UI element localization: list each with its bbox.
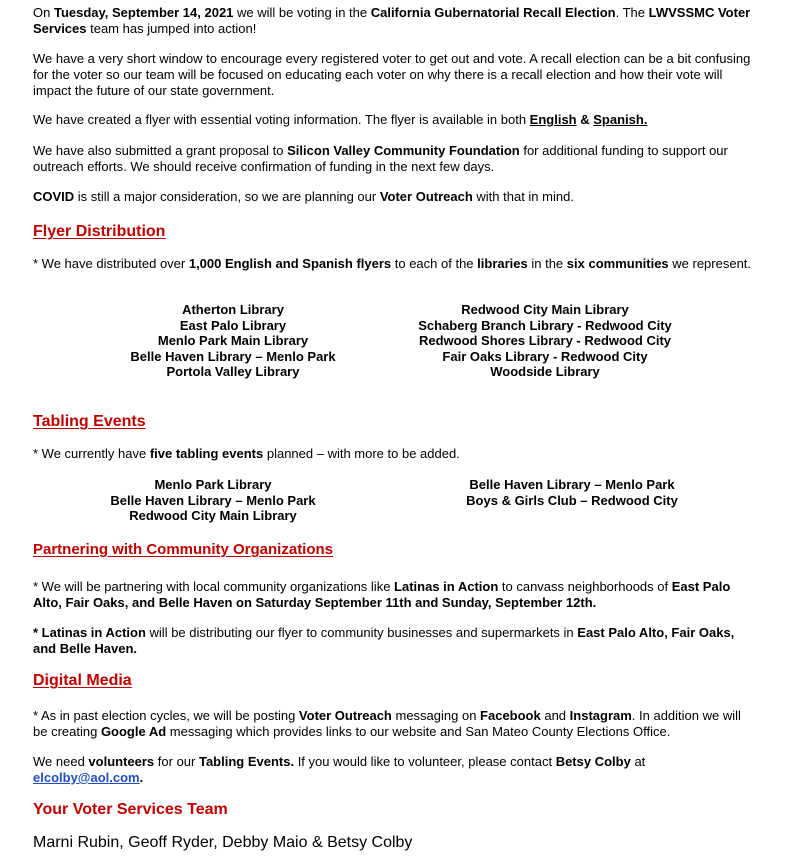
list-item: Belle Haven Library – Menlo Park	[110, 492, 316, 508]
tabling-right-column	[433, 477, 711, 508]
tabling-events-text: * We currently have five tabling events planned – with more to be added.	[33, 446, 460, 461]
list-item: Redwood Shores Library - Redwood City	[418, 333, 672, 348]
list-item: Atherton Library	[182, 302, 284, 317]
list-item: Belle Haven Library – Menlo Park	[130, 348, 336, 364]
list-item: Redwood City Main Library	[129, 508, 297, 523]
flyer-distribution-heading: Flyer Distribution	[33, 223, 166, 240]
digital-media-paragraph-1: * As in past election cycles, we will be posting Voter Outreach messaging on Facebook and Instagram. In addition we will be creating Google Ad messaging which provides links to our website and San Mateo County Elections Office.	[33, 708, 741, 739]
list-item: Redwood City Main Library	[461, 302, 629, 317]
partnering-paragraph-1: * We will be partnering with local community organizations like Latinas in Action to canvass neighborhoods of East Palo Alto, Fair Oaks, and Belle Haven on Saturday September 11th and Sunday, September 12th.	[33, 579, 731, 610]
list-item: Woodside Library	[490, 364, 600, 379]
partnering-heading: Partnering with Community Organizations	[33, 541, 334, 558]
list-item: East Palo Library	[179, 317, 287, 333]
list-item: Menlo Park Main Library	[157, 333, 309, 348]
intro-paragraph-2: We have a very short window to encourage every registered voter to get out and vote. A recall election can be a bit confusing for the voter so our team will be focused on educating each voter on why there is a recall election and how their vote will impact the future of our state government.	[33, 51, 751, 98]
list-item: Fair Oaks Library - Redwood City	[442, 348, 648, 364]
english-flyer-link[interactable]: English	[529, 112, 577, 127]
flyer-distribution-text: * We have distributed over 1,000 English and Spanish flyers to each of the libraries in the six communities we represent.	[33, 256, 752, 271]
tabling-events-heading: Tabling Events	[33, 413, 146, 430]
intro-paragraph-1: On Tuesday, September 14, 2021 we will be voting in the California Gubernatorial Recall Election. The LWVSSMC Voter Services team has jumped into action!	[33, 5, 751, 36]
libraries-right-column	[395, 302, 695, 380]
list-item: Menlo Park Library	[154, 477, 272, 492]
list-item: Portola Valley Library	[166, 364, 300, 379]
list-item: Belle Haven Library – Menlo Park	[469, 477, 675, 492]
list-item: Schaberg Branch Library - Redwood City	[418, 317, 672, 333]
tabling-left-column	[93, 477, 333, 524]
digital-media-paragraph-2: We need volunteers for our Tabling Events. If you would like to volunteer, please contact Betsy Colby at elcolby@aol.com.	[33, 754, 646, 785]
list-item: Boys & Girls Club – Redwood City	[466, 492, 678, 508]
intro-paragraph-5: COVID is still a major consideration, so we are planning our Voter Outreach with that in mind.	[33, 189, 574, 204]
email-link[interactable]: elcolby@aol.com	[33, 770, 140, 785]
intro-paragraph-3: We have created a flyer with essential voting information. The flyer is available in both English & Spanish.	[33, 112, 648, 127]
libraries-left-column	[113, 302, 353, 380]
spanish-flyer-link[interactable]: Spanish.	[593, 112, 648, 127]
voter-services-team-heading: Your Voter Services Team	[33, 801, 228, 818]
intro-paragraph-4: We have also submitted a grant proposal to Silicon Valley Community Foundation for additional funding to support our outreach efforts. We should receive confirmation of funding in the next few days.	[33, 143, 728, 174]
partnering-paragraph-2: * Latinas in Action will be distributing our flyer to community businesses and supermarkets in East Palo Alto, Fair Oaks, and Belle Haven.	[33, 625, 735, 656]
team-members-names: Marni Rubin, Geoff Ryder, Debby Maio & Betsy Colby	[33, 834, 413, 851]
digital-media-heading: Digital Media	[33, 672, 132, 689]
